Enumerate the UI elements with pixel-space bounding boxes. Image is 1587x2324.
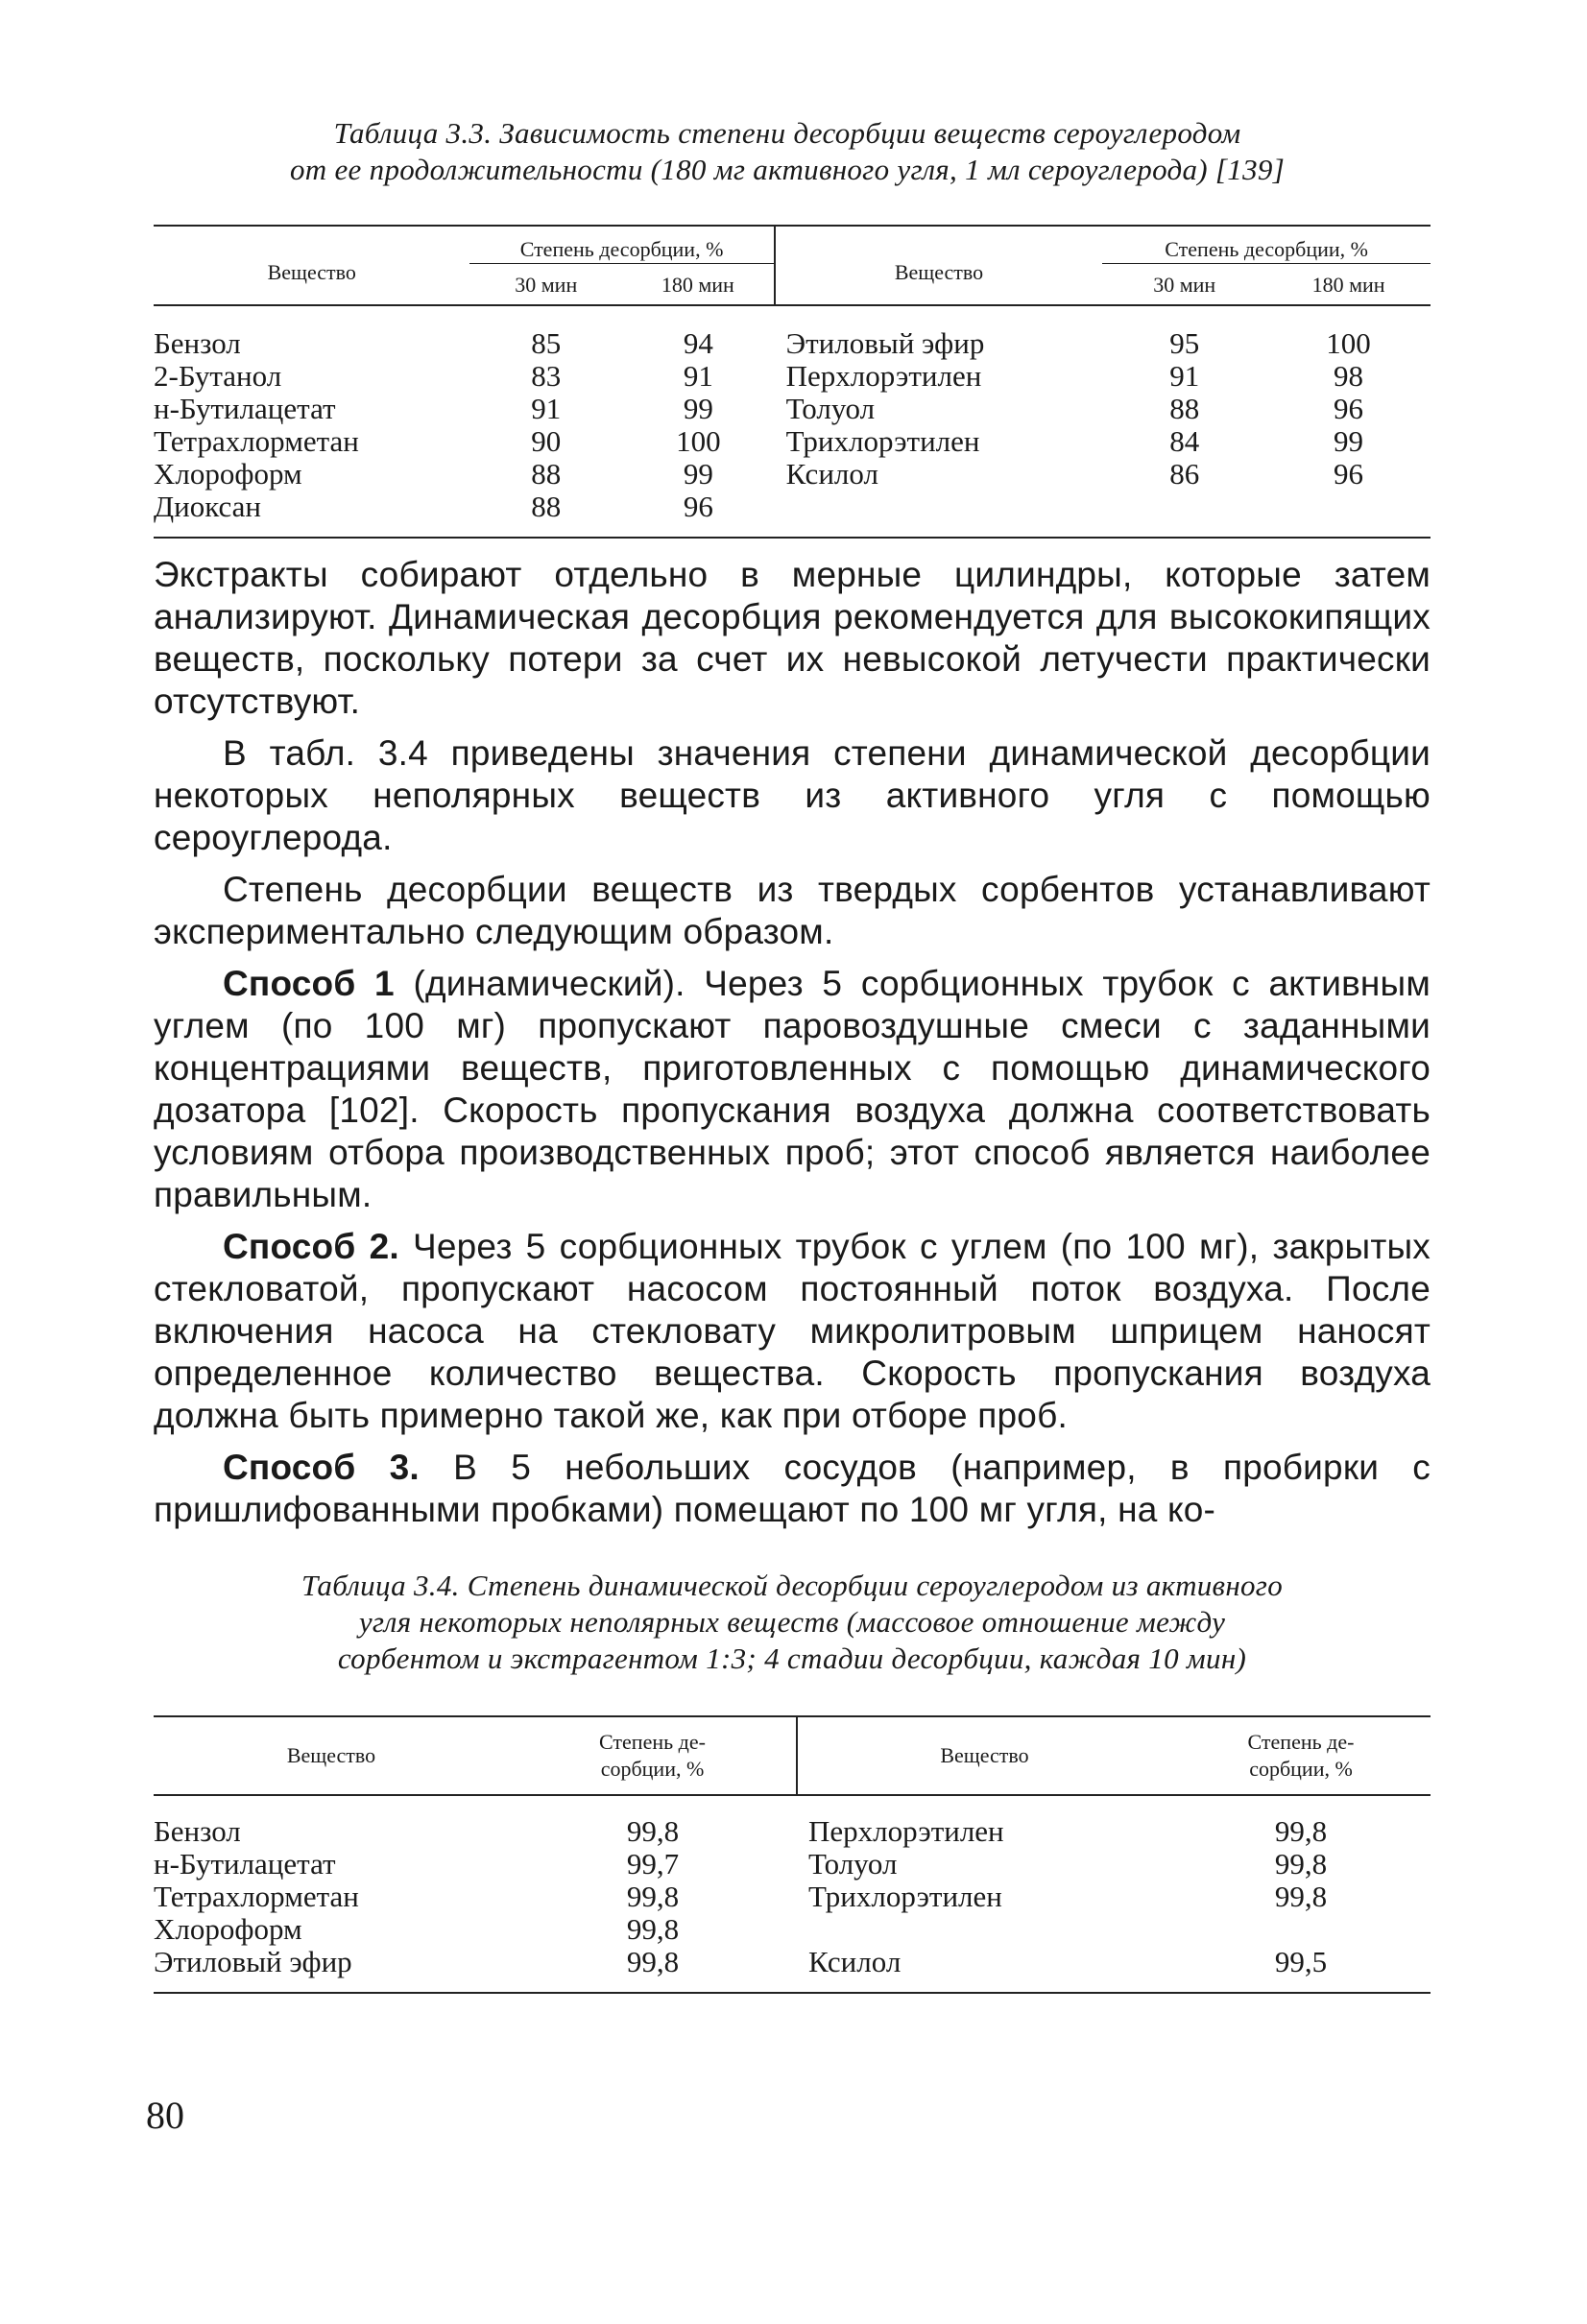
degree-value: 99,8 [1274, 1847, 1328, 1881]
table-row [154, 1913, 1431, 1946]
value-30: 91 [1169, 359, 1200, 393]
header-degree: Степень десорбции, % [1102, 226, 1431, 264]
substance-name: Этиловый эфир [785, 326, 985, 360]
substance-name: Этиловый эфир [154, 1945, 352, 1978]
value-30: 88 [531, 457, 562, 491]
header-substance: Вещество [286, 1743, 376, 1767]
header-substance: Вещество [267, 259, 356, 284]
header-degree-line: сорбции, % [600, 1757, 705, 1781]
caption-line: угля некоторых неполярных веществ (массовое отношение между [358, 1605, 1226, 1639]
paragraph [154, 1447, 1431, 1531]
substance-name: н-Бутилацетат [154, 1847, 336, 1881]
value-30: 85 [531, 326, 562, 360]
header-degree [509, 1716, 797, 1795]
method-label: Способ 2. [223, 1227, 399, 1266]
substance-name: Перхлорэтилен [785, 359, 982, 393]
caption-line: от ее продолжительности (180 мг активного угля, 1 мл сероуглерода) [139] [289, 153, 1286, 186]
degree-value [1171, 1913, 1431, 1946]
substance-name: Бензол [154, 326, 241, 360]
substance-name: Диоксан [154, 490, 262, 523]
header-180min: 180 мин [661, 273, 734, 297]
table-row [154, 1881, 1431, 1913]
header-30min: 30 мин [515, 273, 578, 297]
table-3-3 [154, 225, 1431, 539]
paragraph: Степень десорбции веществ из твердых сорбентов устанавливают экспериментально следующим образом. [154, 870, 1431, 951]
value-180: 99 [683, 392, 713, 425]
paragraph-body: В 5 небольших сосудов (например, в пробирки с пришлифованными пробками) помещают по 100 мг угля, на ко- [154, 1448, 1431, 1529]
substance-name: Тетрахлорметан [154, 424, 359, 458]
substance-name: Толуол [785, 392, 876, 425]
degree-value: 99,8 [1274, 1880, 1328, 1913]
table-row [154, 425, 1431, 458]
substance-name: Тетрахлорметан [154, 1880, 359, 1913]
table-3-3-caption [144, 115, 1431, 188]
table-row [154, 491, 1431, 523]
substance-name: Ксилол [785, 457, 878, 491]
value-180: 99 [1334, 424, 1364, 458]
substance-name: 2-Бутанол [154, 359, 282, 393]
paragraph-body: (динамический). Через 5 сорбционных трубок с активным углем (по 100 мг) пропускают паровоздушные смеси с заданными концентрациями веществ, приготовленных с помощью динамического дозатора [102]. Скорость пропускания воздуха должна соответствовать условиям отбора производственных проб; этот способ является наиболее правильным. [154, 964, 1431, 1214]
substance-name: Трихлорэтилен [785, 424, 980, 458]
table-3-4-caption [154, 1568, 1431, 1677]
value-180: 98 [1334, 359, 1364, 393]
header-180min: 180 мин [1311, 273, 1385, 297]
table-row [154, 360, 1431, 393]
substance-name: Трихлорэтилен [808, 1880, 1002, 1913]
value-180: 91 [683, 359, 713, 393]
table-row [154, 1946, 1431, 1978]
value-180: 96 [1334, 392, 1364, 425]
header-degree: Степень десорбции, % [469, 226, 774, 264]
caption-line: сорбентом и экстрагентом 1:3; 4 стадии десорбции, каждая 10 мин) [337, 1641, 1247, 1675]
value-180: 100 [1326, 326, 1371, 360]
table-row [154, 458, 1431, 491]
method-label: Способ 3. [223, 1448, 420, 1487]
header-substance: Вещество [775, 226, 1103, 305]
value-30: 91 [531, 392, 562, 425]
table-row [154, 1815, 1431, 1848]
degree-value: 99,8 [626, 1912, 680, 1946]
table-row [154, 393, 1431, 425]
substance-name: Ксилол [808, 1945, 902, 1978]
degree-value: 99,8 [1274, 1814, 1328, 1848]
substance-name: н-Бутилацетат [154, 392, 336, 425]
paragraph-body: Через 5 сорбционных трубок с углем (по 100 мг), закрытых стекловатой, пропускают насосом постоянный поток воздуха. После включения насоса на стекловату микролитровым шприцем наносят определенное количество вещества. Скорость пропускания воздуха должна быть примерно такой же, как при отборе проб. [154, 1227, 1431, 1435]
header-degree-line: Степень де- [599, 1730, 706, 1754]
header-degree-line: сорбции, % [1249, 1757, 1353, 1781]
value-30: 84 [1169, 424, 1200, 458]
table-row [154, 1848, 1431, 1881]
value-30: 86 [1169, 457, 1200, 491]
substance-name: Толуол [808, 1847, 898, 1881]
value-180: 100 [676, 424, 721, 458]
paragraph [154, 963, 1431, 1216]
paragraph: В табл. 3.4 приведены значения степени динамической десорбции некоторых неполярных веществ из активного угля с помощью сероуглерода. [154, 733, 1431, 857]
paragraph [154, 1226, 1431, 1437]
value-30: 83 [531, 359, 562, 393]
body-text [154, 554, 1431, 1531]
substance-name [797, 1913, 1171, 1946]
header-degree [1171, 1716, 1431, 1795]
substance-name: Перхлорэтилен [808, 1814, 1004, 1848]
caption-line: Таблица 3.3. Зависимость степени десорбции веществ сероуглеродом [333, 116, 1241, 150]
value-30: 88 [1169, 392, 1200, 425]
value-180: 94 [683, 326, 713, 360]
page [154, 115, 1431, 1994]
degree-value: 99,8 [626, 1880, 680, 1913]
value-30: 88 [531, 490, 562, 523]
method-label: Способ 1 [223, 964, 395, 1003]
value-180: 96 [1334, 457, 1364, 491]
value-30: 90 [531, 424, 562, 458]
page-number: 80 [146, 2094, 184, 2137]
paragraph: Экстракты собирают отдельно в мерные цилиндры, которые затем анализируют. Динамическая десорбция рекомендуется для высококипящих веществ, поскольку потери за счет их невысокой летучести практически отсутствуют. [154, 555, 1431, 721]
substance-name: Хлороформ [154, 1912, 302, 1946]
substance-name: Бензол [154, 1814, 241, 1848]
header-degree-line: Степень де- [1247, 1730, 1355, 1754]
caption-line: Таблица 3.4. Степень динамической десорбции сероуглеродом из активного [301, 1569, 1283, 1602]
header-30min: 30 мин [1153, 273, 1216, 297]
header-substance: Вещество [797, 1716, 1171, 1795]
degree-value: 99,8 [626, 1814, 680, 1848]
degree-value: 99,8 [626, 1945, 680, 1978]
degree-value: 99,5 [1274, 1945, 1328, 1978]
degree-value: 99,7 [626, 1847, 680, 1881]
value-180: 96 [683, 490, 713, 523]
substance-name: Хлороформ [154, 457, 302, 491]
table-row [154, 327, 1431, 360]
value-30: 95 [1169, 326, 1200, 360]
table-3-4 [154, 1715, 1431, 1994]
value-180: 99 [683, 457, 713, 491]
